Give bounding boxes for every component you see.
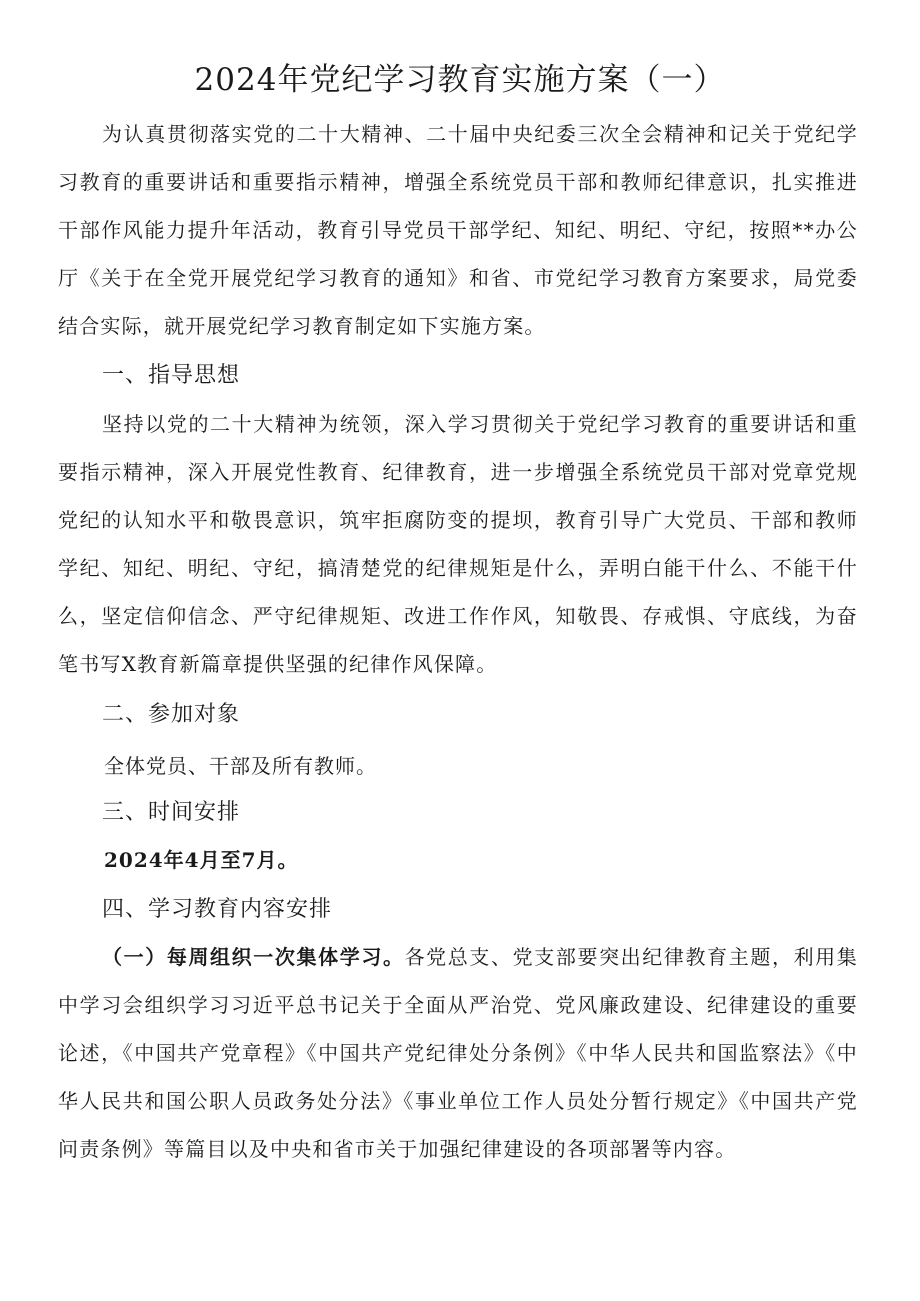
study-item-1-lead: （一）每周组织一次集体学习。 xyxy=(102,945,405,969)
section-heading-schedule: 三、时间安排 xyxy=(102,800,241,825)
section-heading-guiding-ideology: 一、指导思想 xyxy=(102,363,241,388)
document-title: 2024年党纪学习教育实施方案（一） xyxy=(194,62,726,98)
section-heading-study-content: 四、学习教育内容安排 xyxy=(102,897,333,922)
participants-text: 全体党员、干部及所有教师。 xyxy=(104,754,377,778)
schedule-text: 2024年4月至7月。 xyxy=(104,848,299,872)
section-heading-participants: 二、参加对象 xyxy=(102,702,241,727)
study-item-1-body: 各党总支、党支部要突出纪律教育主题，利用集中学习会组织学习习近平总书记关于全面从严治党、党风廉政建设、纪律建设的重要论述，《中国共产党章程》《中国共产党纪律处分条例》《中华人民共和国监察法》《中华人民共和国公职人员政务处分法》《事业单位工作人员处分暂行规定》《中国共产党问责条例》等篇目以及中央和省市关于加强纪律建设的各项部署等内容。 xyxy=(58,945,858,1161)
intro-paragraph: 为认真贯彻落实党的二十大精神、二十届中央纪委三次全会精神和记关于党纪学习教育的重要讲话和重要指示精神，增强全系统党员干部和教师纪律意识，扎实推进干部作风能力提升年活动，教育引导党员干部学纪、知纪、明纪、守纪，按照**办公厅《关于在全党开展党纪学习教育的通知》和省、市党纪学习教育方案要求，局党委结合实际，就开展党纪学习教育制定如下实施方案。 xyxy=(58,122,858,338)
guiding-ideology-paragraph: 坚持以党的二十大精神为统领，深入学习贯彻关于党纪学习教育的重要讲话和重要指示精神，深入开展党性教育、纪律教育，进一步增强全系统党员干部对党章党规党纪的认知水平和敬畏意识，筑牢拒腐防变的提坝，教育引导广大党员、干部和教师学纪、知纪、明纪、守纪，搞清楚党的纪律规矩是什么，弄明白能干什么、不能干什么，坚定信仰信念、严守纪律规矩、改进工作作风，知敬畏、存戒惧、守底线，为奋笔书写X教育新篇章提供坚强的纪律作风保障。 xyxy=(58,412,858,676)
study-item-1-paragraph xyxy=(58,933,858,1173)
